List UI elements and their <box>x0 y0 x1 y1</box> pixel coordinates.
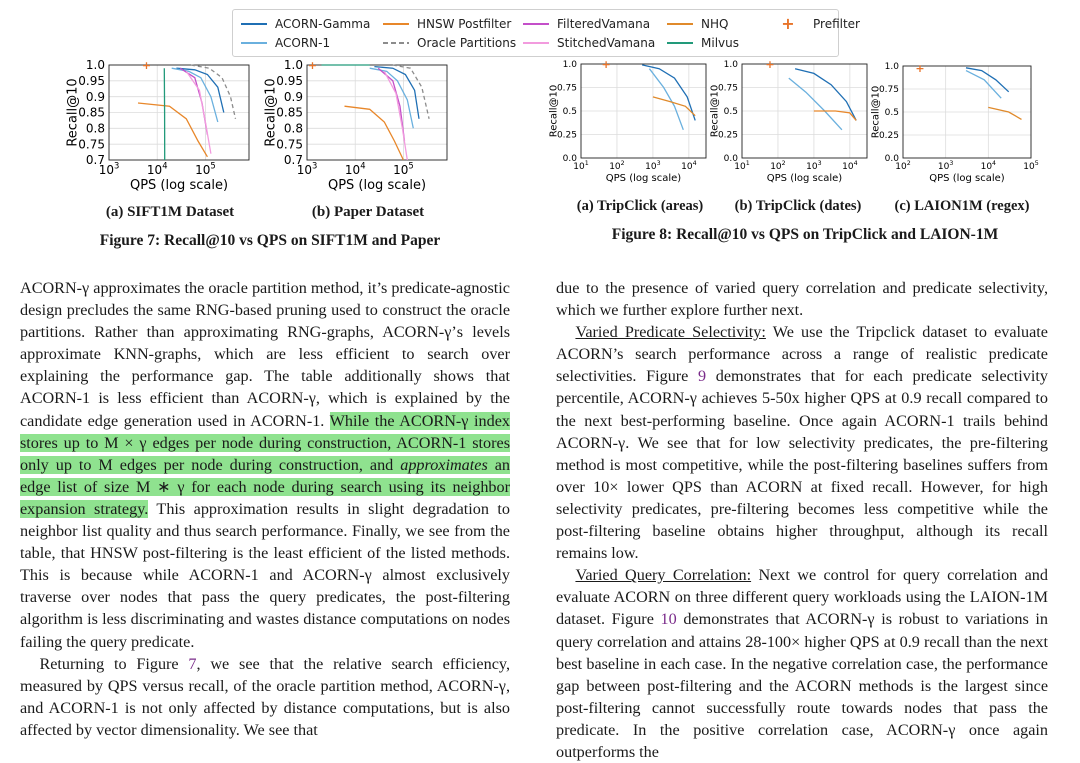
y-tick-label: 0.75 <box>557 84 577 94</box>
y-tick-label: 0.9 <box>86 90 105 104</box>
x-tick-label: $10^2$ <box>895 160 910 172</box>
series-acorn-1 <box>172 68 218 122</box>
point-prefilter: + <box>915 62 924 75</box>
figure-ref-10[interactable]: 10 <box>661 610 677 628</box>
series-acorn-1 <box>789 78 842 130</box>
x-tick-label: $10^3$ <box>297 161 318 177</box>
y-tick-label: 0.75 <box>276 137 303 151</box>
x-tick-label: $10^4$ <box>981 160 996 172</box>
left-column <box>20 277 510 741</box>
y-tick-label: 0.7 <box>284 153 303 167</box>
x-tick-label: $10^4$ <box>842 160 857 172</box>
series-filteredvamana <box>180 68 207 135</box>
svg-text:ACORN-1: ACORN-1 <box>275 36 330 50</box>
right-column <box>556 277 1048 763</box>
legend-entry-filteredvamana <box>523 17 650 31</box>
legend-entry-milvus <box>667 36 739 50</box>
heading-query-correlation: Varied Query Correlation: <box>575 566 751 584</box>
legend-entry-prefilter <box>781 14 860 33</box>
y-axis-label: Recall@10 <box>549 85 560 138</box>
y-tick-label: 1.0 <box>86 58 105 72</box>
svg-text:HNSW Postfilter: HNSW Postfilter <box>417 17 511 31</box>
y-tick-label: 0.85 <box>78 106 105 120</box>
x-tick-label: $10^2$ <box>609 160 624 172</box>
svg-text:+: + <box>781 14 794 33</box>
series-acorn-gamma <box>176 68 223 112</box>
y-tick-label: 0.25 <box>879 131 899 141</box>
y-tick-label: 0.7 <box>86 153 105 167</box>
y-tick-label: 0.25 <box>557 131 577 141</box>
right-paragraph-0: due to the presence of varied query correlation and predicate selectivity, which we further explore further next. <box>556 277 1048 321</box>
legend-entry-stitchedvamana <box>523 36 655 50</box>
series-stitchedvamana <box>384 71 407 160</box>
left-paragraph-1 <box>20 277 510 653</box>
y-tick-label: 0.85 <box>276 106 303 120</box>
right-paragraph-1: Varied Predicate Selectivity: We use the Tripclick dataset to evaluate ACORN’s search performance across a range of realistic predicate selectivities. Figure 9 demonstrates that for each predicate selectivity percentile, ACORN-γ achieves 5-50x higher QPS at 0.9 recall compared to the next best-performing baseline. Once again ACORN-1 trails behind ACORN-γ. We see that for low selectivity predicates, the pre-filtering method is most competitive, while the post-filtering baselines suffers from over 10× lower QPS than ACORN at fixed recall. However, for high selectivity predicates, pre-filtering becomes less competitive while the post-filtering baseline obtains higher throughput, although its recall remains low. <box>556 321 1048 564</box>
svg-text:NHQ: NHQ <box>701 17 728 31</box>
svg-text:Oracle Partitions: Oracle Partitions <box>417 36 516 50</box>
series-acorn-1 <box>966 71 1001 99</box>
caption-fig7: Figure 7: Recall@10 vs QPS on SIFT1M and Paper <box>30 232 510 250</box>
svg-text:Milvus: Milvus <box>701 36 739 50</box>
svg-text:ACORN-Gamma: ACORN-Gamma <box>275 17 370 31</box>
point-prefilter: + <box>308 59 317 72</box>
caption-fig8a: (a) TripClick (areas) <box>560 198 720 215</box>
caption-fig7b: (b) Paper Dataset <box>268 204 468 221</box>
y-tick-label: 1.0 <box>563 60 578 70</box>
x-tick-label: $10^1$ <box>573 160 588 172</box>
left-p1-rest: This approximation results in slight degradation to neighbor list quality and thus search performance. Finally, we see from the table, that HNSW post-filtering is the least efficient of the listed methods. This is because while ACORN-1 and ACORN-γ almost exclusively traverse over nodes that pass the query predicates, the post-filtering algorithm is less discriminating and wastes distance computations on nodes failing the query predicate. <box>20 500 510 651</box>
y-axis-label: Recall@10 <box>710 85 721 138</box>
legend-entry-acorn-1 <box>241 36 330 50</box>
point-prefilter: + <box>765 58 774 71</box>
x-axis-label: QPS (log scale) <box>328 178 426 193</box>
chart-fig7a <box>60 58 260 193</box>
series-oracle-partitions <box>393 65 429 119</box>
series-filteredvamana <box>378 68 404 141</box>
y-tick-label: 0.5 <box>563 107 577 117</box>
x-tick-label: $10^3$ <box>806 160 821 172</box>
chart-fig8a <box>556 58 716 186</box>
highlighted-text: While the ACORN-γ index stores up to M × γ edges per node during construction, ACORN-1 stores only up to M edges per node during construction, and approximates an edge list of size M ∗ γ for each node during search using its neighbor expansion strategy. <box>20 412 510 518</box>
left-paragraph-2: Returning to Figure 7, we see that the relative search efficiency, measured by QPS versus recall, of the oracle partition method, ACORN-γ, and ACORN-1 is not only affected by distance computations, but is also affected by vector dimensionality. We see that <box>20 653 510 741</box>
y-tick-label: 0.9 <box>284 90 303 104</box>
x-tick-label: $10^3$ <box>938 160 953 172</box>
y-tick-label: 0.8 <box>86 122 105 136</box>
y-tick-label: 1.0 <box>724 60 739 70</box>
series-acorn-gamma <box>642 65 695 121</box>
x-tick-label: $10^3$ <box>645 160 660 172</box>
svg-text:StitchedVamana: StitchedVamana <box>557 36 655 50</box>
y-tick-label: 0.75 <box>718 84 738 94</box>
y-axis-label: Recall@10 <box>871 86 882 139</box>
y-tick-label: 0.0 <box>563 154 578 164</box>
x-axis-label: QPS (log scale) <box>606 173 682 184</box>
svg-text:Prefilter: Prefilter <box>813 17 860 31</box>
x-tick-label: $10^5$ <box>195 161 216 177</box>
y-axis-label: Recall@10 <box>66 78 81 146</box>
svg-text:FilteredVamana: FilteredVamana <box>557 17 650 31</box>
caption-fig8: Figure 8: Recall@10 vs QPS on TripClick and LAION-1M <box>560 226 1050 244</box>
chart-fig8b <box>717 58 877 186</box>
y-tick-label: 0.75 <box>78 137 105 151</box>
x-axis-label: QPS (log scale) <box>130 178 228 193</box>
chart-legend <box>232 9 839 57</box>
point-prefilter: + <box>142 59 151 72</box>
right-paragraph-2: Varied Query Correlation: Next we control for query correlation and evaluate ACORN on three different query workloads using the LAION-1M dataset. Figure 10 demonstrates that ACORN-γ is robust to variations in query correlation and attains 28-100× higher QPS at 0.9 recall than the next best baseline in each case. In the negative correlation case, the performance gap between post-filtering and the ACORN methods is the largest since post-filtering cannot successfully route towards nodes that pass the predicate. In the positive correlation case, ACORN-γ once again outperforms the <box>556 564 1048 763</box>
y-axis-label: Recall@10 <box>264 78 279 146</box>
chart-fig7b <box>258 58 458 193</box>
legend-entry-nhq <box>667 17 728 31</box>
caption-fig7a: (a) SIFT1M Dataset <box>70 204 270 221</box>
y-tick-label: 0.0 <box>885 154 900 164</box>
caption-fig8b: (b) TripClick (dates) <box>716 198 880 215</box>
series-hnsw-postfilter <box>138 103 207 157</box>
point-prefilter: + <box>602 58 611 71</box>
series-hnsw-postfilter <box>345 106 404 160</box>
y-tick-label: 0.5 <box>885 108 899 118</box>
series-oracle-partitions <box>191 65 236 119</box>
x-tick-label: $10^3$ <box>99 161 120 177</box>
x-tick-label: $10^5$ <box>1023 160 1038 172</box>
y-tick-label: 0.95 <box>276 74 303 88</box>
x-tick-label: $10^2$ <box>770 160 785 172</box>
x-tick-label: $10^4$ <box>681 160 696 172</box>
legend-entry-hnsw-postfilter <box>383 17 511 31</box>
legend-entry-acorn-gamma <box>241 17 370 31</box>
heading-predicate-selectivity: Varied Predicate Selectivity: <box>575 323 765 341</box>
y-tick-label: 0.75 <box>879 85 899 95</box>
legend-entries <box>233 10 838 56</box>
legend-entry-oracle-partitions <box>383 36 516 50</box>
x-tick-label: $10^4$ <box>147 161 168 177</box>
caption-fig8c: (c) LAION1M (regex) <box>878 198 1046 215</box>
series-nhq <box>988 107 1021 119</box>
y-tick-label: 0.0 <box>724 154 739 164</box>
y-tick-label: 0.25 <box>718 131 738 141</box>
y-tick-label: 1.0 <box>885 62 900 72</box>
x-tick-label: $10^4$ <box>345 161 366 177</box>
y-tick-label: 1.0 <box>284 58 303 72</box>
x-tick-label: $10^1$ <box>734 160 749 172</box>
y-tick-label: 0.95 <box>78 74 105 88</box>
y-tick-label: 0.8 <box>284 122 303 136</box>
y-tick-label: 0.5 <box>724 107 738 117</box>
series-acorn-1 <box>649 69 683 130</box>
figure-ref-9[interactable]: 9 <box>698 367 706 385</box>
x-tick-label: $10^5$ <box>393 161 414 177</box>
left-p1-text: ACORN-γ approximates the oracle partition method, it’s predicate-agnostic design precludes the same RNG-based pruning used to construct the oracle partitions. Rather than approximating RNG-graphs, ACORN-γ’s levels approximate KNN-graphs, which are less efficient to search over explaining the performance gap. The table additionally shows that ACORN-1 is less efficient than ACORN-γ, which is explained by the candidate edge generation used in ACORN-1. <box>20 279 510 430</box>
series-acorn-gamma <box>966 68 1009 92</box>
x-axis-label: QPS (log scale) <box>929 173 1005 184</box>
figure-ref-7[interactable]: 7 <box>188 655 196 673</box>
x-axis-label: QPS (log scale) <box>767 173 843 184</box>
chart-fig8c <box>878 58 1053 186</box>
